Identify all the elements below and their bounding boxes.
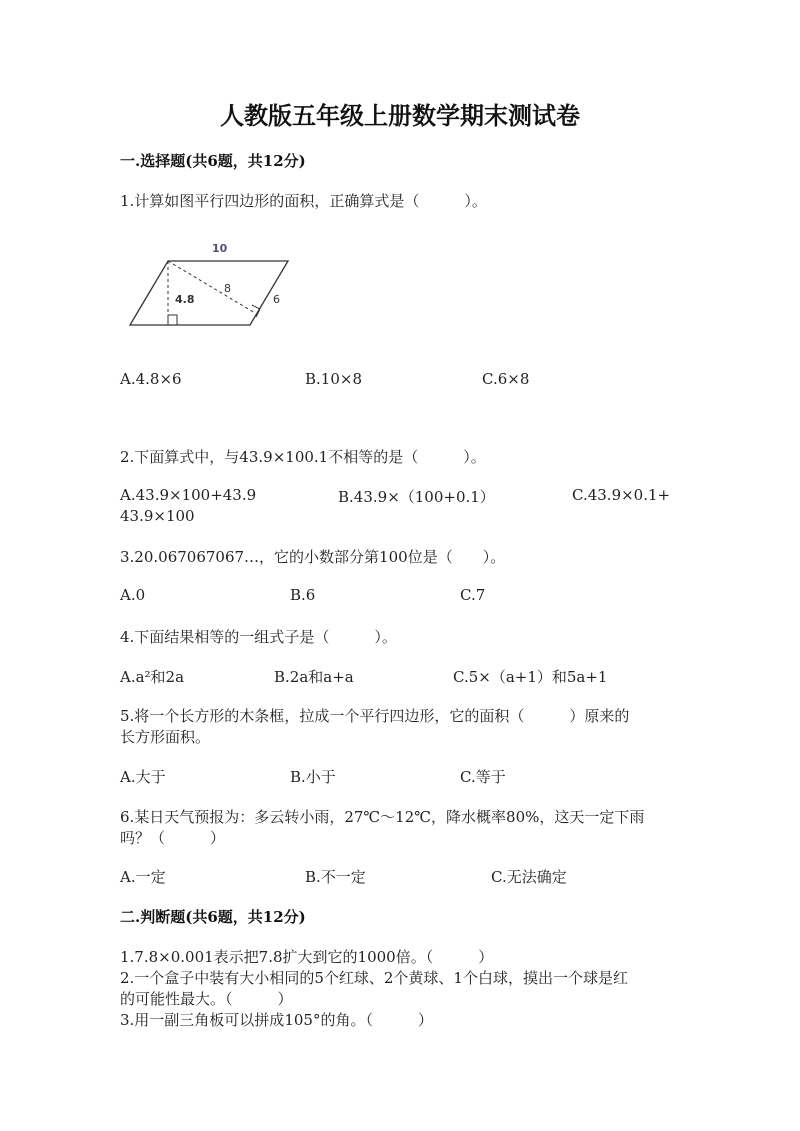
q5-option-a: A.大于 — [120, 768, 166, 786]
q4-option-b: B.2a和a+a — [274, 668, 354, 686]
question-6-line-1: 6.某日天气预报为：多云转小雨，27℃～12℃，降水概率80%，这天一定下雨 — [120, 808, 645, 826]
question-1: 1.计算如图平行四边形的面积，正确算式是（ ）。 — [120, 192, 487, 210]
q3-option-c: C.7 — [460, 586, 486, 604]
q1-option-a: A.4.8×6 — [120, 370, 182, 388]
q6-option-c: C.无法确定 — [491, 868, 567, 886]
q5-option-b: B.小于 — [290, 768, 336, 786]
label-height: 4.8 — [175, 293, 195, 306]
question-5-line-2: 长方形面积。 — [120, 728, 211, 746]
right-angle-mark — [168, 315, 177, 325]
section-heading-choice: 一.选择题(共6题，共12分) — [120, 152, 306, 170]
q3-option-a: A.0 — [120, 586, 146, 604]
label-top: 10 — [212, 242, 228, 255]
question-6-line-2: 吗？（ ） — [120, 829, 226, 847]
q4-option-c: C.5×（a+1）和5a+1 — [453, 668, 608, 686]
judgement-item-1: 1.7.8×0.001表示把7.8扩大到它的1000倍。（ ） — [120, 948, 494, 966]
page-title: 人教版五年级上册数学期末测试卷 — [220, 101, 580, 130]
judgement-item-3: 3.用一副三角板可以拼成105°的角。（ ） — [120, 1011, 433, 1029]
q2-option-b: B.43.9×（100+0.1） — [338, 488, 495, 506]
judgement-item-2-line-1: 2.一个盒子中装有大小相同的5个红球、2个黄球、1个白球，摸出一个球是红 — [120, 969, 628, 987]
question-4: 4.下面结果相等的一组式子是（ ）。 — [120, 628, 397, 646]
label-side: 6 — [273, 293, 280, 306]
q1-option-c: C.6×8 — [482, 370, 530, 388]
q1-option-b: B.10×8 — [305, 370, 362, 388]
label-diagonal: 8 — [224, 282, 231, 295]
parallelogram-figure — [120, 235, 310, 335]
section-heading-judgement: 二.判断题(共6题，共12分) — [120, 908, 306, 926]
question-5-line-1: 5.将一个长方形的木条框，拉成一个平行四边形，它的面积（ ）原来的 — [120, 707, 630, 725]
question-3: 3.20.067067067…，它的小数部分第100位是（ ）。 — [120, 548, 506, 566]
q2-option-c: C.43.9×0.1+ — [572, 486, 671, 504]
q5-option-c: C.等于 — [460, 768, 506, 786]
question-2: 2.下面算式中，与43.9×100.1不相等的是（ ）。 — [120, 448, 486, 466]
parallelogram-shape — [130, 261, 288, 325]
q3-option-b: B.6 — [290, 586, 316, 604]
q2-option-a: A.43.9×100+43.9 — [120, 486, 257, 504]
q2-option-c-continued: 43.9×100 — [120, 507, 195, 525]
q6-option-a: A.一定 — [120, 868, 166, 886]
q4-option-a: A.a²和2a — [120, 668, 185, 686]
q6-option-b: B.不一定 — [305, 868, 366, 886]
judgement-item-2-line-2: 的可能性最大。（ ） — [120, 990, 293, 1008]
